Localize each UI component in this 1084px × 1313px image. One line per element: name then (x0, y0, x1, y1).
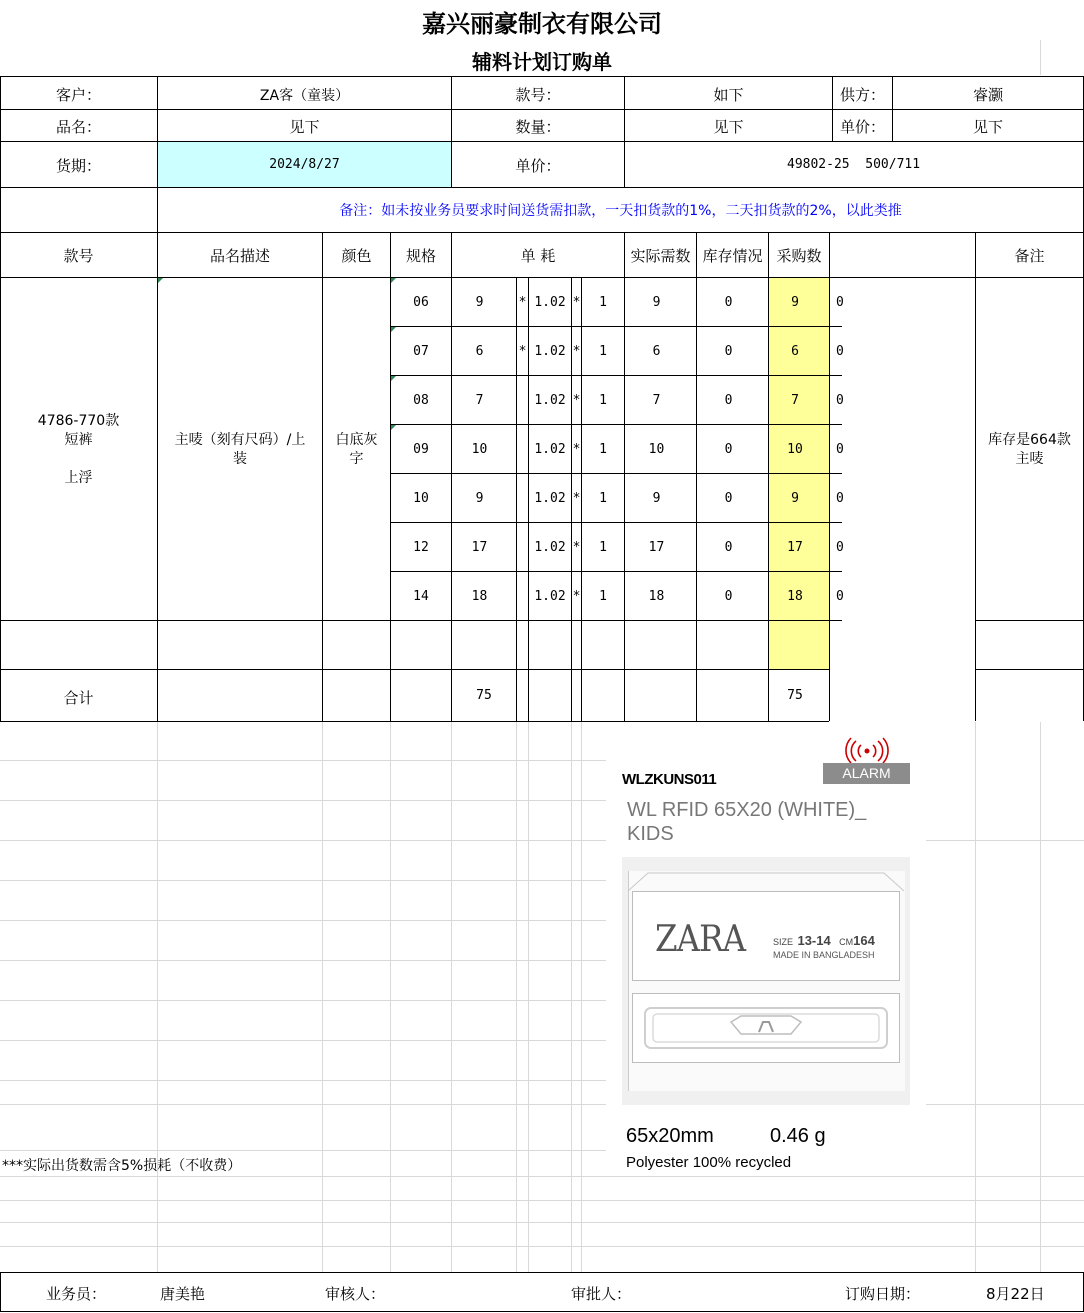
factor-cell: 1.02 (534, 540, 566, 555)
description-cell (158, 431, 322, 469)
header-size: 规格 (405, 247, 436, 265)
zara-logo: ZARA (655, 919, 746, 960)
factor-cell: 1.02 (534, 491, 566, 506)
size-cell: 10 (413, 491, 429, 506)
stock-cell: 0 (724, 491, 733, 506)
remark-line: 主唛 (1015, 451, 1044, 467)
header-actual-need: 实际需数 (630, 247, 691, 265)
multiplier-cell: 1 (599, 442, 607, 457)
extra-cell: 0 (836, 540, 844, 555)
actual-cell: 9 (652, 295, 661, 310)
description-line: 主唛（刻有尺码）/上 (174, 432, 306, 448)
style-line (0, 450, 157, 469)
zara-label (632, 891, 900, 981)
size-cell: 08 (413, 393, 429, 408)
purchase-cell[interactable]: 10 (787, 442, 803, 457)
style-cell (0, 412, 157, 488)
delivery-date[interactable]: 2024/8/27 (269, 157, 340, 172)
total-qty: 75 (476, 688, 492, 703)
comment-indicator (391, 327, 396, 332)
extra-cell: 0 (836, 393, 844, 408)
customer-label: 客户： (55, 86, 101, 104)
qty-label: 数量： (515, 118, 561, 136)
multiplier-cell: 1 (599, 295, 607, 310)
size-cell: 06 (413, 295, 429, 310)
description-line: 装 (233, 451, 247, 467)
size-line (773, 932, 875, 950)
factor-cell: 1.02 (534, 393, 566, 408)
style-line: 4786-770款 (37, 413, 120, 429)
rfid-name-line2: KIDS (627, 823, 674, 845)
alarm-badge: ALARM (823, 763, 910, 784)
stock-cell: 0 (724, 589, 733, 604)
loss-note: ***实际出货数需含5%损耗（不收费） (2, 1158, 242, 1174)
multiplier-cell: 1 (599, 393, 607, 408)
comment-indicator (391, 376, 396, 381)
salesman-label: 业务员： (46, 1285, 107, 1303)
qty-cell: 10 (471, 442, 488, 457)
supplier-label: 供方： (839, 86, 885, 104)
qty-cell: 9 (475, 491, 484, 506)
reviewer-label: 审核人： (325, 1285, 386, 1303)
product-value: 见下 (289, 118, 320, 136)
qty-cell: 18 (471, 589, 488, 604)
purchase-cell[interactable]: 17 (787, 540, 803, 555)
header-color: 颜色 (341, 247, 372, 265)
star-cell: * (572, 295, 581, 310)
stock-cell: 0 (724, 442, 733, 457)
comment-indicator (158, 278, 163, 283)
penalty-note: 备注：如未按业务员要求时间送货需扣款，一天扣货款的1%，二天扣货款的2%，以此类推 (339, 203, 902, 219)
size-cell: 07 (413, 344, 429, 359)
rfid-material: Polyester 100% recycled (626, 1154, 792, 1171)
actual-cell: 17 (648, 540, 665, 555)
header-stock: 库存情况 (702, 247, 763, 265)
actual-cell: 18 (648, 589, 665, 604)
tag-fold-shape (628, 871, 904, 893)
header-purchase: 采购数 (776, 247, 822, 265)
actual-cell: 6 (652, 344, 661, 359)
total-purchase: 75 (787, 688, 803, 703)
factor-cell: 1.02 (534, 442, 566, 457)
purchase-column-fill (769, 278, 829, 670)
rfid-weight: 0.46 g (770, 1125, 826, 1147)
color-line: 字 (349, 451, 364, 467)
star-cell: * (572, 491, 581, 506)
purchase-cell[interactable]: 9 (791, 491, 799, 506)
price2-value: 49802-25 500/711 (787, 157, 921, 172)
unit-price-label: 单价： (839, 118, 885, 136)
extra-cell: 0 (836, 589, 844, 604)
star-cell: * (572, 540, 581, 555)
rfid-antenna (632, 993, 900, 1063)
price2-label: 单价： (515, 157, 561, 175)
qty-cell: 17 (471, 540, 488, 555)
style-line: 短裤 (64, 432, 93, 448)
header-description: 品名描述 (209, 247, 270, 265)
stock-cell: 0 (724, 344, 733, 359)
size-cell: 14 (413, 589, 429, 604)
factor-cell: 1.02 (534, 295, 566, 310)
rfid-label-card[interactable] (606, 735, 926, 1175)
star-cell: * (518, 344, 527, 359)
factor-cell: 1.02 (534, 344, 566, 359)
unit-price-value: 见下 (972, 118, 1003, 136)
rfid-dimensions: 65x20mm (626, 1125, 714, 1147)
qty-cell: 9 (475, 295, 484, 310)
star-cell: * (572, 344, 581, 359)
style-no-value: 如下 (713, 86, 744, 104)
size-cell: 09 (413, 442, 429, 457)
stock-cell: 0 (724, 393, 733, 408)
order-date: 8月22日 (986, 1285, 1045, 1303)
star-cell: * (572, 442, 581, 457)
multiplier-cell: 1 (599, 491, 607, 506)
purchase-cell[interactable]: 7 (791, 393, 799, 408)
stock-cell: 0 (724, 540, 733, 555)
star-cell: * (572, 393, 581, 408)
star-cell: * (572, 589, 581, 604)
rfid-tag-photo (622, 857, 910, 1105)
form-title: 辅料计划订购单 (472, 50, 612, 74)
antenna-shape (641, 1002, 891, 1054)
actual-cell: 10 (648, 442, 665, 457)
order-date-label: 订购日期： (845, 1285, 921, 1303)
comment-indicator (391, 425, 396, 430)
extra-cell: 0 (836, 295, 844, 310)
remark-cell (976, 431, 1083, 469)
star-cell: * (518, 295, 527, 310)
purchase-cell[interactable]: 18 (787, 589, 803, 604)
cm-value: 164 (853, 933, 875, 948)
header-remark: 备注 (1014, 247, 1045, 265)
size-cell: 12 (413, 540, 429, 555)
stock-cell: 0 (724, 295, 733, 310)
header-usage: 单 耗 (520, 247, 556, 265)
multiplier-cell: 1 (599, 540, 607, 555)
factor-cell: 1.02 (534, 589, 566, 604)
color-line: 白底灰 (335, 432, 378, 448)
extra-cell: 0 (836, 442, 844, 457)
style-line: 上浮 (64, 470, 93, 486)
size-value: 13-14 (797, 933, 831, 948)
supplier-value: 睿灏 (972, 86, 1003, 104)
total-label: 合计 (63, 689, 94, 707)
delivery-label: 货期： (55, 157, 101, 175)
actual-cell: 7 (652, 393, 661, 408)
comment-indicator (391, 278, 396, 283)
extra-cell: 0 (836, 491, 844, 506)
style-no-label: 款号： (515, 86, 561, 104)
multiplier-cell: 1 (599, 589, 607, 604)
approver-label: 审批人： (571, 1285, 632, 1303)
cm-prefix: CM (839, 937, 854, 947)
multiplier-cell: 1 (599, 344, 607, 359)
remark-line: 库存是664款 (988, 432, 1071, 448)
salesman-name: 唐美艳 (160, 1285, 206, 1303)
header-style-no: 款号 (63, 247, 94, 265)
purchase-cell[interactable]: 9 (791, 295, 799, 310)
product-label: 品名： (55, 118, 101, 136)
company-name: 嘉兴丽豪制衣有限公司 (422, 9, 662, 38)
qty-cell: 6 (475, 344, 484, 359)
color-cell (323, 431, 390, 469)
rfid-name-line1: WL RFID 65X20 (WHITE)_ (627, 799, 867, 821)
made-in: MADE IN BANGLADESH (773, 950, 875, 960)
size-prefix: SIZE (773, 937, 794, 947)
actual-cell: 9 (652, 491, 661, 506)
qty-cell: 7 (475, 393, 484, 408)
purchase-cell[interactable]: 6 (791, 344, 799, 359)
extra-cell: 0 (836, 344, 844, 359)
rfid-code: WLZKUNS011 (622, 771, 717, 788)
customer-value: ZA客（童装） (259, 88, 350, 104)
qty-value: 见下 (713, 118, 744, 136)
